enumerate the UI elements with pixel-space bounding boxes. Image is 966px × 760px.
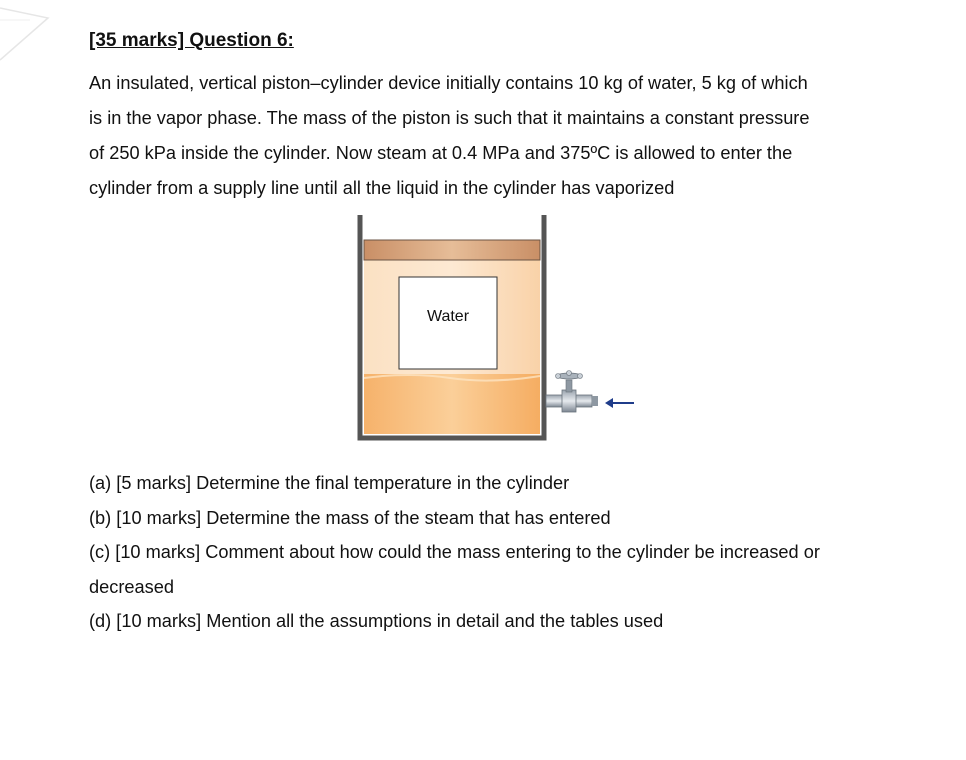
piston [364,240,540,260]
statement-line: cylinder from a supply line until all the liquid in the cylinder has vaporized [89,178,675,198]
part-d: (d) [10 marks] Mention all the assumptions in detail and the tables used [89,611,664,631]
part-c-line: decreased [89,576,174,597]
statement-line: is in the vapor phase. The mass of the piston is such that it maintains a constant pressure [89,108,810,128]
part-b: (b) [10 marks] Determine the mass of the steam that has entered [89,507,611,528]
inlet-arrow-icon [605,398,634,408]
problem-statement [89,66,899,206]
liquid-region [364,374,540,434]
valve-icon [556,371,583,393]
part-c-line: (c) [10 marks] Comment about how could the mass entering to the cylinder be increased or [89,542,820,562]
piston-cylinder-figure [350,210,650,445]
part-a: (a) [5 marks] Determine the final temperature in the cylinder [89,473,570,493]
statement-line: An insulated, vertical piston–cylinder device initially contains 10 kg of water, 5 kg of which [89,73,808,93]
corner-fold-mark [0,0,60,70]
question-heading: [35 marks] Question 6: [89,30,294,51]
question-parts [89,466,909,639]
water-label: Water [426,308,470,325]
statement-line: of 250 kPa inside the cylinder. Now steam at 0.4 MPa and 375ºC is allowed to enter the [89,143,793,163]
part-c [89,535,909,604]
